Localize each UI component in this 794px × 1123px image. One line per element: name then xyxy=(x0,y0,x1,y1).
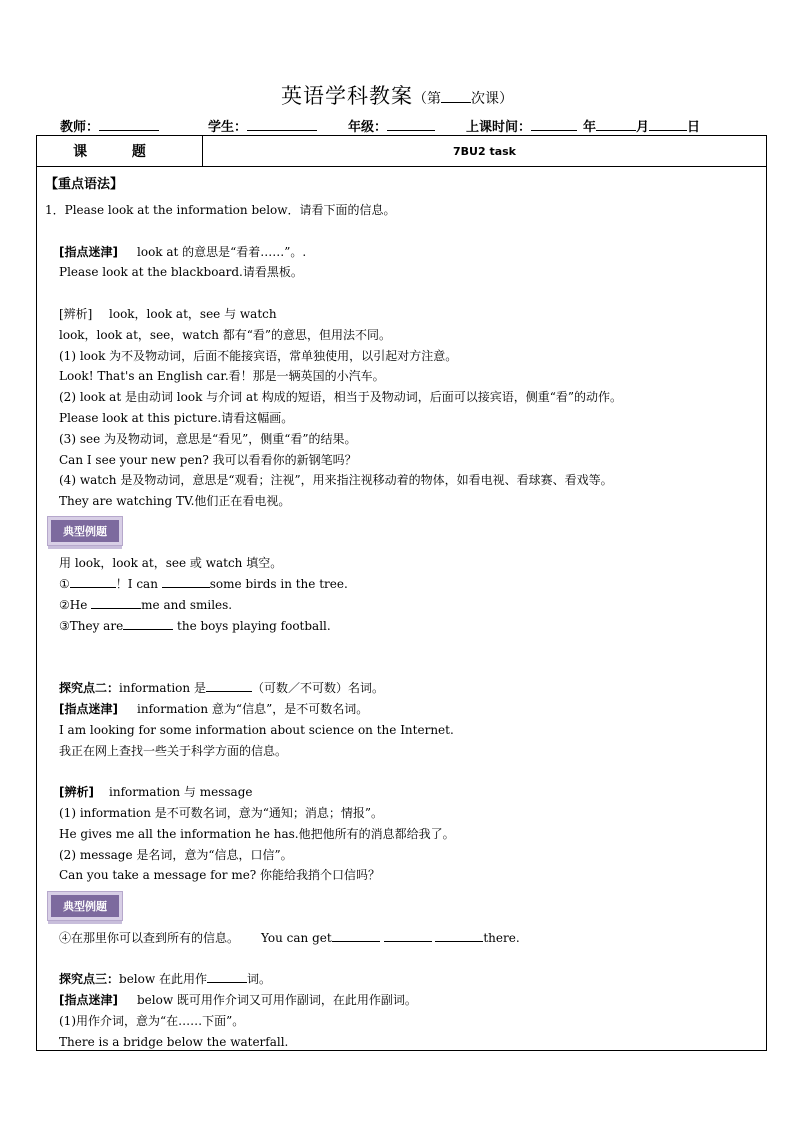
analysis-line: (1) information 是不可数名词，意为“通知；消息；情报”。 xyxy=(59,806,384,820)
lesson-plan-title xyxy=(0,80,794,110)
title-sub-suffix: 次课） xyxy=(471,91,513,107)
class-time-field: 上课时间： 年 月 日 xyxy=(466,120,701,135)
analysis-line: look，look at，see，watch 都有“看”的意思，但用法不同。 xyxy=(59,328,392,342)
title-sub-prefix: （第 xyxy=(413,91,441,107)
section-heading-key-grammar: 【重点语法】 xyxy=(45,177,124,192)
point-1-sentence: 1．Please look at the information below．请看下面的信息。 xyxy=(45,203,396,217)
topic-value: 7BU2 task xyxy=(453,144,516,158)
topic-label: 课 题 xyxy=(37,136,203,166)
tip-label-3: [指点迷津] xyxy=(59,993,118,1007)
analysis-line: (4) watch 是及物动词，意思是“观看；注视”，用来指注视移动着的物体，如看电视、看球赛、看戏等。 xyxy=(59,473,613,487)
analysis-line: They are watching TV.他们正在看电视。 xyxy=(59,494,291,508)
example-sentence-2: I am looking for some information about science on the Internet. xyxy=(59,723,454,737)
analysis-line: Can you take a message for me? 你能给我捎个口信吗？ xyxy=(59,868,381,882)
exercise-item-3: ③They are the boys playing football. xyxy=(59,619,331,633)
tip-label-2: [指点迷津] xyxy=(59,702,118,716)
analysis-line: Look! That's an English car.看！那是一辆英国的小汽车。 xyxy=(59,369,385,383)
inquiry-point-3: 探究点三：below 在此用作 词。 xyxy=(59,972,271,986)
title-main: 英语学科教案 xyxy=(281,84,413,108)
analysis-line: (2) look at 是由动词 look 与介词 at 构成的短语，相当于及物动词，后面可以接宾语，侧重“看”的动作。 xyxy=(59,390,623,404)
typical-example-badge xyxy=(47,516,123,546)
analysis-line: (1) look 为不及物动词，后面不能接宾语，常单独使用，以引起对方注意。 xyxy=(59,349,458,363)
exercise-item-2: ②He me and smiles. xyxy=(59,598,233,612)
analysis-line: Can I see your new pen? 我可以看看你的新钢笔吗？ xyxy=(59,453,357,467)
teacher-field: 教师： xyxy=(60,116,159,135)
exercise-item-1: ① ！I can some birds in the tree. xyxy=(59,577,348,591)
analysis-line: (3) see 为及物动词，意思是“看见”，侧重“看”的结果。 xyxy=(59,432,357,446)
topic-row xyxy=(37,136,766,167)
analysis-label-2: [辨析] xyxy=(59,785,94,799)
tip-text-3: below 既可用作介词又可用作副词，在此用作副词。 xyxy=(137,993,417,1007)
analysis-title-2: information 与 message xyxy=(109,785,253,799)
example-translation-2: 我正在网上查找一些关于科学方面的信息。 xyxy=(59,744,288,758)
exercise-instruction: 用 look，look at，see 或 watch 填空。 xyxy=(59,556,283,570)
example-sentence-3: There is a bridge below the waterfall. xyxy=(59,1035,289,1049)
tip-text-2: information 意为“信息”，是不可数名词。 xyxy=(137,702,369,716)
example-sentence: Please look at the blackboard.请看黑板。 xyxy=(59,265,303,279)
analysis-title: look，look at，see 与 watch xyxy=(109,307,277,321)
tip-text: look at 的意思是“看着……”。. xyxy=(137,245,307,259)
analysis-line: He gives me all the information he has.他把他所有的消息都给我了。 xyxy=(59,827,455,841)
tip-label: [指点迷津] xyxy=(59,245,118,259)
analysis-line: (2) message 是名词，意为“信息，口信”。 xyxy=(59,848,293,862)
badge-label: 典型例题 xyxy=(51,520,119,542)
student-field: 学生： xyxy=(208,116,317,135)
analysis-label: [辨析] xyxy=(59,307,93,321)
badge-label: 典型例题 xyxy=(51,895,119,917)
analysis-line: (1)用作介词，意为“在……下面”。 xyxy=(59,1014,245,1028)
lesson-table xyxy=(36,135,767,1051)
typical-example-badge xyxy=(47,891,123,921)
exercise-item-4: ④在那里你可以查到所有的信息。 You can get there. xyxy=(59,931,520,945)
inquiry-point-2: 探究点二：information 是 （可数／不可数）名词。 xyxy=(59,681,384,695)
grade-field: 年级： xyxy=(348,116,435,135)
lesson-number-blank xyxy=(441,102,471,103)
analysis-line: Please look at this picture.请看这幅画。 xyxy=(59,411,294,425)
